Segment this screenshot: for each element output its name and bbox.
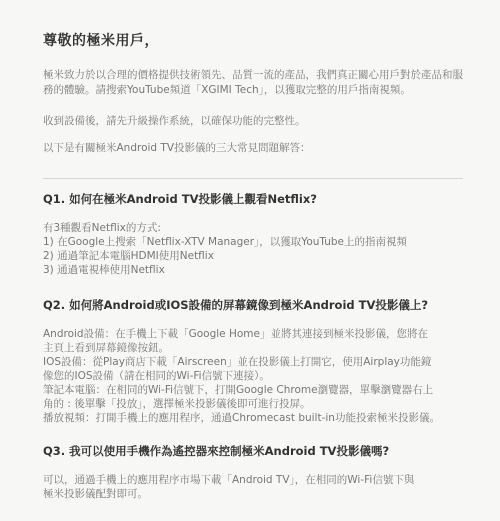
faq-item-3 bbox=[43, 443, 470, 501]
answer-line: 極米投影儀配對即可。 bbox=[43, 488, 148, 500]
greeting-heading: 尊敬的極米用戶， bbox=[43, 33, 159, 49]
answer-line: 像您的IOS設備（請在相同的Wi-Fi信號下連接）。 bbox=[43, 370, 270, 382]
section-divider bbox=[43, 178, 463, 179]
faq-question: Q3. 我可以使用手機作為遙控器來控制極米Android TV投影儀嗎? bbox=[43, 444, 390, 458]
faq-item-2 bbox=[43, 297, 470, 425]
faq-item-1 bbox=[43, 191, 470, 277]
answer-line: 3) 通過電視棒使用Netflix bbox=[43, 264, 165, 276]
answer-line: 筆記本電腦：在相同的Wi-Fi信號下，打開Google Chrome瀏覽器，單擊瀏覽器右上 bbox=[43, 384, 434, 396]
faq-question: Q2. 如何將Android或IOS設備的屏幕鏡像到極米Android TV投影儀上? bbox=[43, 298, 429, 312]
answer-line: 可以，通過手機上的應用程序市場下載「Android TV」，在相同的Wi-Fi信號下與 bbox=[43, 474, 415, 486]
faq-answer bbox=[43, 473, 470, 501]
answer-line: 主頁上看到屏幕鏡像按鈕。 bbox=[43, 342, 169, 354]
answer-line: 播放視頻：打開手機上的應用程序，通過Chromecast built-in功能投索極米投影儀。 bbox=[43, 412, 440, 424]
answer-line: 2) 通過筆記本電腦HDMI使用Netflix bbox=[43, 250, 214, 262]
faq-intro-paragraph: 以下是有關極米Android TV投影儀的三大常見問題解答： bbox=[43, 142, 311, 154]
faq-answer bbox=[43, 327, 470, 425]
intro-paragraph: 極米致力於以合理的價格提供技術領先、品質一流的產品，我們真正關心用戶對於產品和服務的體驗。請搜索YouTube頻道「XGIMI Tech」，以獲取完整的用戶指南視頻。 bbox=[43, 69, 463, 96]
answer-line: 有3種觀看Netflix的方式: bbox=[43, 222, 161, 234]
answer-line: 1) 在Google上搜索「Netflix-XTV Manager」，以獲取YouTube上的指南視頻 bbox=[43, 236, 407, 248]
answer-line: Android設備：在手機上下載「Google Home」並將其連接到極米投影儀，您將在 bbox=[43, 328, 428, 340]
answer-line: 角的 : 後單擊「投放」，選擇極米投影儀後即可進行投屏。 bbox=[43, 398, 311, 410]
answer-line: IOS設備：從Play商店下載「Airscreen」並在投影儀上打開它，使用Airplay功能鏡 bbox=[43, 356, 432, 368]
faq-question: Q1. 如何在極米Android TV投影儀上觀看Netflix? bbox=[43, 192, 317, 206]
faq-answer bbox=[43, 221, 470, 277]
upgrade-paragraph: 收到設備後，請先升級操作系統，以確保功能的完整性。 bbox=[43, 115, 306, 127]
